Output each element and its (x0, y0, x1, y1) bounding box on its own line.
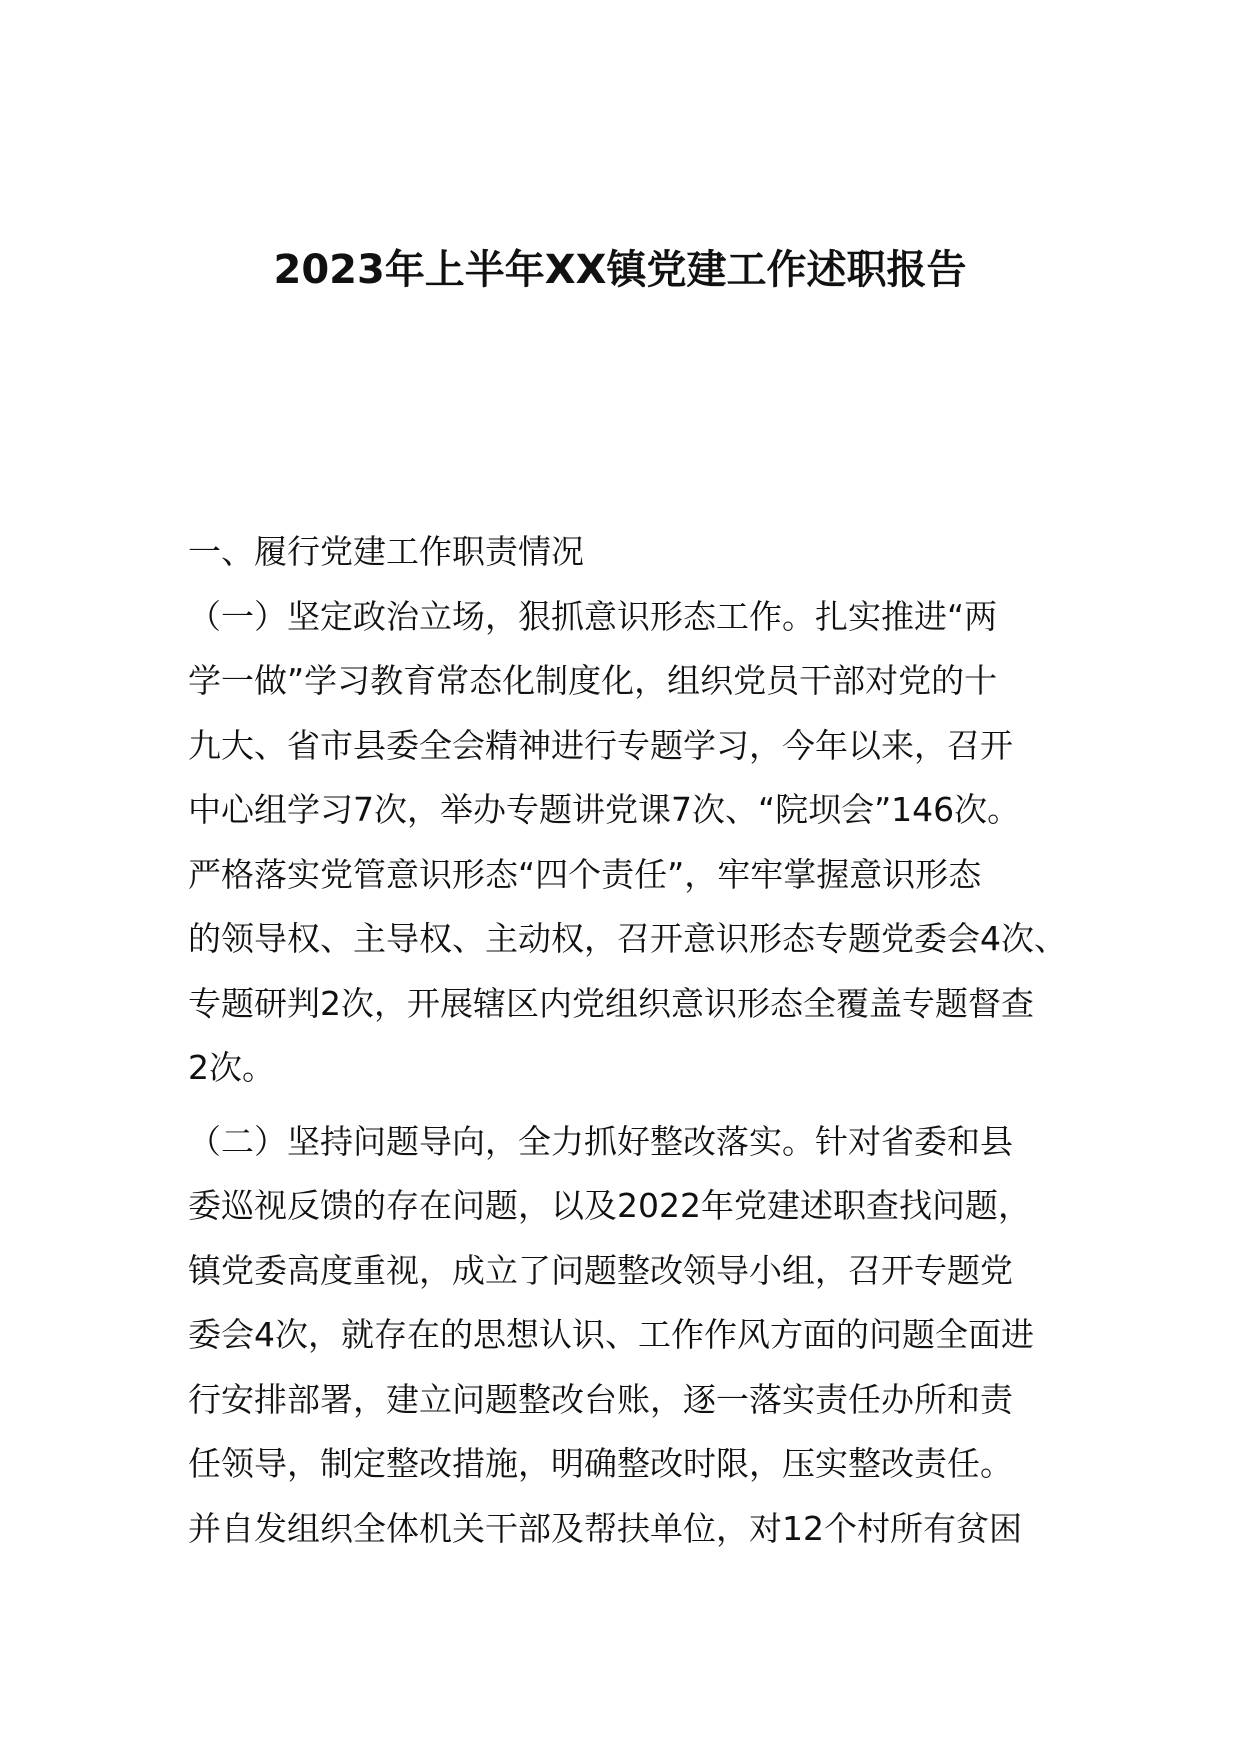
text-line: （二）坚持问题导向，全力抓好整改落实。针对省委和县 (188, 1121, 1013, 1161)
text-line: 中心组学习7次，举办专题讲党课7次、“院坝会”146次。 (188, 790, 1021, 829)
text-line: （一）坚定政治立场，狠抓意识形态工作。扎实推进“两 (188, 596, 998, 636)
paragraph-1 (188, 585, 1088, 1101)
text-line: 行安排部署，建立问题整改台账，逐一落实责任办所和责 (188, 1379, 1013, 1419)
text-line: 2次。 (188, 1048, 275, 1087)
text-line: 学一做”学习教育常态化制度化，组织党员干部对党的十 (188, 661, 998, 700)
text-line: 任领导，制定整改措施，明确整改时限，压实整改责任。 (188, 1444, 1013, 1483)
text-line: 严格落实党管意识形态“四个责任”，牢牢掌握意识形态 (188, 854, 982, 894)
text-line: 并自发组织全体机关干部及帮扶单位，对12个村所有贫困 (188, 1508, 1022, 1548)
text-line: 专题研判2次，开展辖区内党组织意识形态全覆盖专题督查 (188, 983, 1034, 1023)
text-line: 九大、省市县委全会精神进行专题学习，今年以来，召开 (188, 725, 1013, 765)
document-body (188, 520, 1088, 1561)
text-line: 镇党委高度重视，成立了问题整改领导小组，召开专题党 (188, 1250, 1013, 1290)
paragraph-2 (188, 1110, 1088, 1562)
text-line: 委巡视反馈的存在问题，以及2022年党建述职查找问题， (188, 1186, 1031, 1225)
text-line: 委会4次，就存在的思想认识、工作作风方面的问题全面进 (188, 1315, 1034, 1354)
text-line: 的领导权、主导权、主动权，召开意识形态专题党委会4次、 (188, 919, 1067, 958)
section-heading: 一、履行党建工作职责情况 (188, 532, 584, 571)
document-title: 2023年上半年XX镇党建工作述职报告 (273, 247, 967, 293)
